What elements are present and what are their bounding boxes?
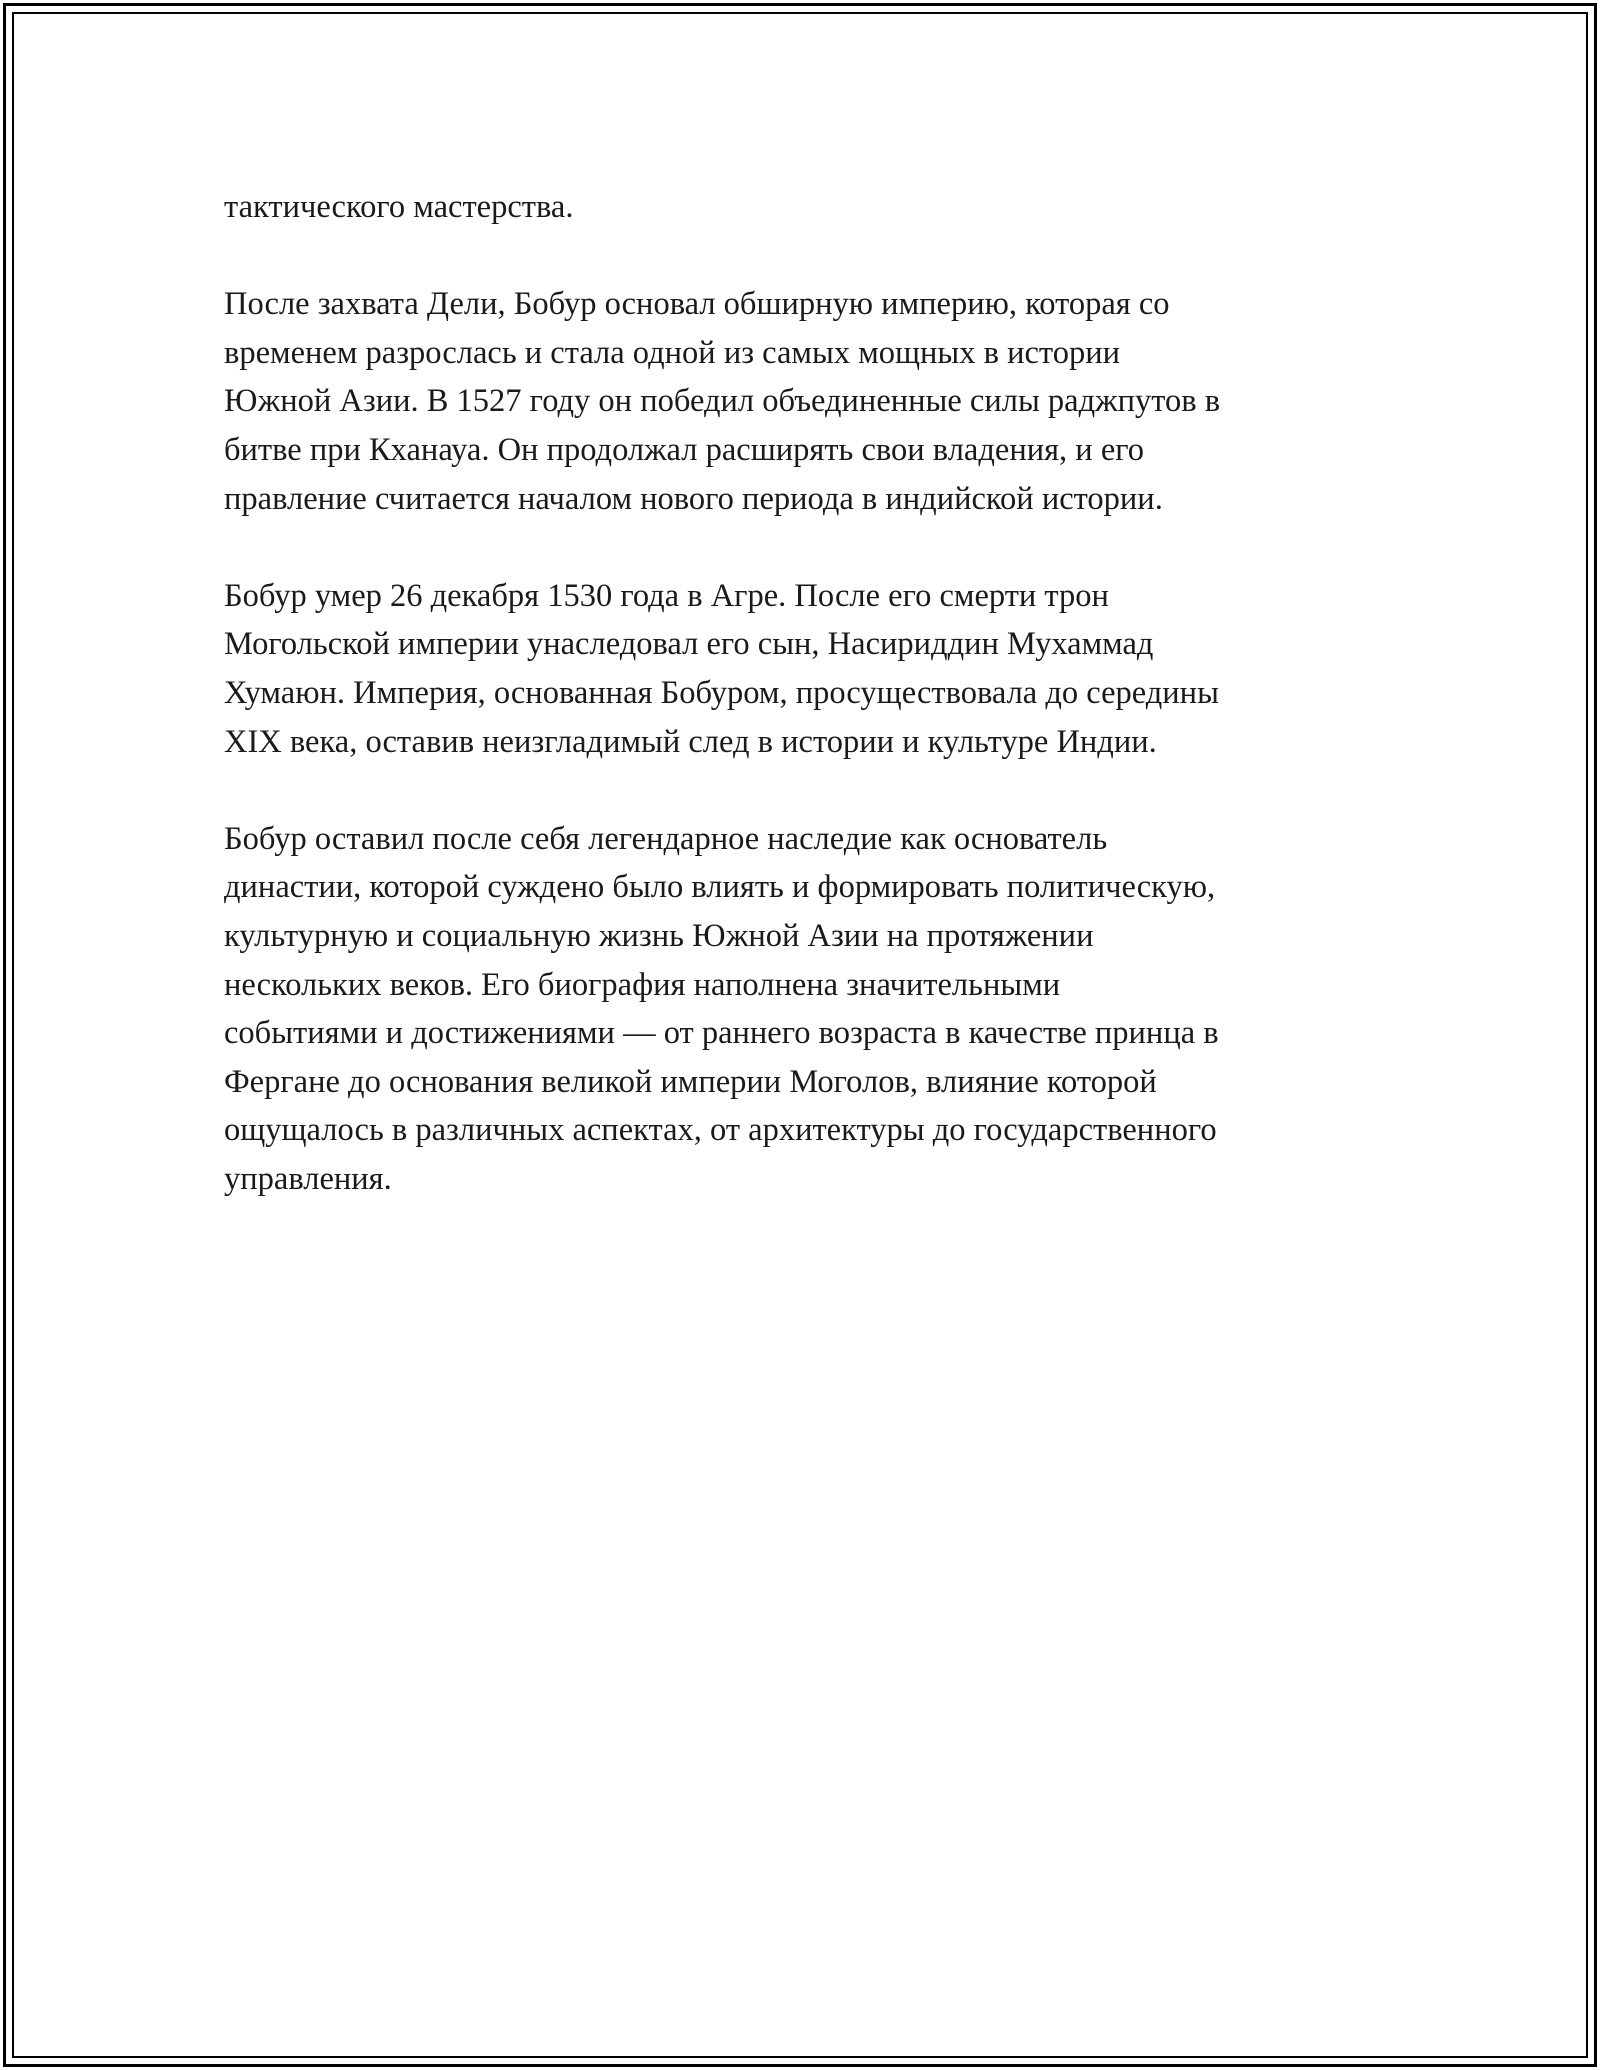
text-line: После захвата Дели, Бобур основал обширную империю, которая со: [224, 286, 1170, 323]
document-body: [224, 183, 1384, 1252]
text-line: династии, которой суждено было влиять и формировать политическую,: [224, 869, 1216, 906]
text-line: битве при Кханауа. Он продолжал расширять свои владения, и его: [224, 431, 1145, 468]
paragraph-2: [224, 280, 1384, 523]
text-line: тактического мастерства.: [224, 189, 574, 225]
text-line: нескольких веков. Его биография наполнена значительными: [224, 966, 1061, 1003]
text-line: культурную и социальную жизнь Южной Азии на протяжении: [224, 917, 1094, 954]
text-line: Хумаюн. Империя, основанная Бобуром, просуществовала до середины: [224, 674, 1219, 711]
text-line: Фергане до основания великой империи Моголов, влияние которой: [224, 1063, 1157, 1100]
text-line: событиями и достижениями — от раннего возраста в качестве принца в: [224, 1015, 1219, 1052]
text-line: временем разрослась и стала одной из самых мощных в истории: [224, 334, 1120, 371]
paragraph-3: [224, 572, 1384, 766]
text-line: управления.: [224, 1160, 392, 1197]
text-line: правление считается началом нового периода в индийской истории.: [224, 480, 1163, 517]
text-line: ощущалось в различных аспектах, от архитектуры до государственного: [224, 1112, 1217, 1149]
text-line: Южной Азии. В 1527 году он победил объединенные силы раджпутов в: [224, 383, 1221, 420]
text-line: XIX века, оставив неизгладимый след в истории и культуре Индии.: [224, 723, 1157, 760]
paragraph-1: [224, 183, 1384, 232]
text-line: Бобур умер 26 декабря 1530 года в Агре. После его смерти трон: [224, 577, 1109, 614]
text-line: Могольской империи унаследовал его сын, Насириддин Мухаммад: [224, 626, 1154, 663]
paragraph-4: [224, 815, 1384, 1204]
text-line: Бобур оставил после себя легендарное наследие как основатель: [224, 820, 1108, 857]
